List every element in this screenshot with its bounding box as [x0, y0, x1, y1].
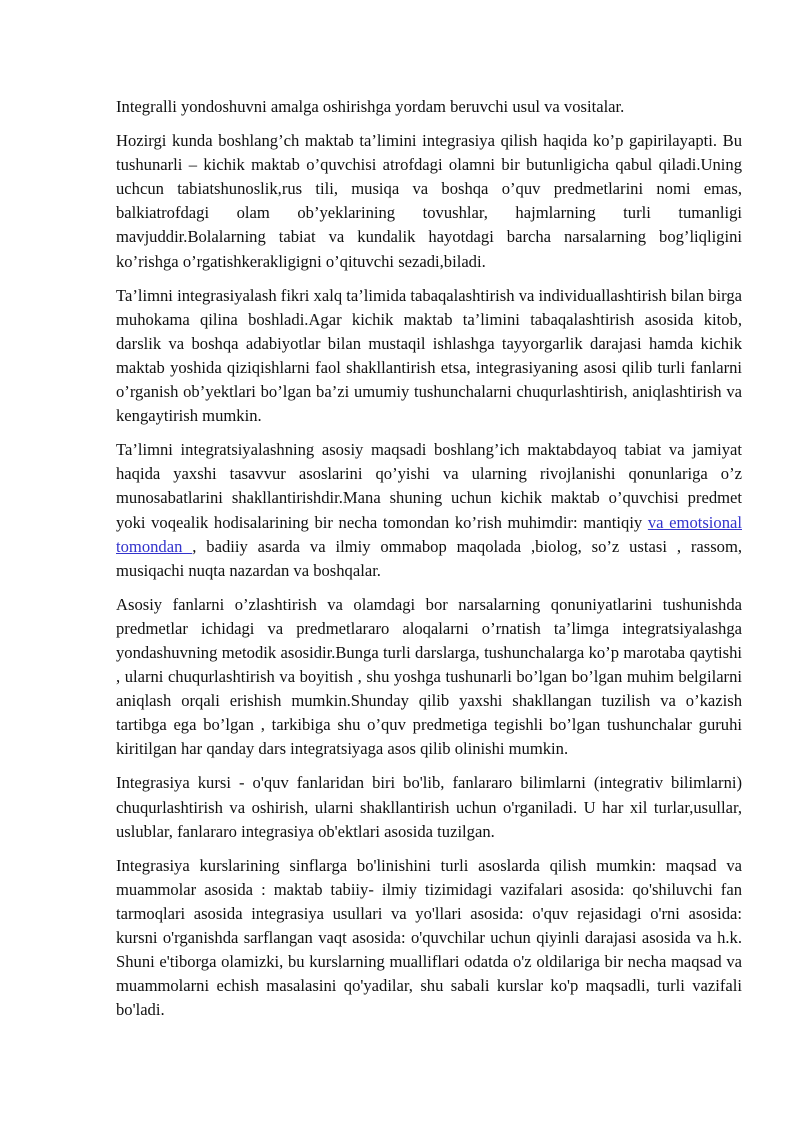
paragraph-3-text-start: Ta’limni integratsiyalashning asosiy maqsadi boshlang’ich maktabdayoq tabiat va jamiyat haqida yaxshi tasavvur asoslarini qo’yishi va ularning rivojlanishi qonunlariga o’z munosabatlarini shakllantirishdir.Mana shuning uchun kichik maktab o’quvchisi predmet yoki voqealik hodisalarining bir necha tomondan ko’rish muhimdir: mantiqiy — [116, 440, 742, 532]
paragraph-6: Integrasiya kurslarining sinflarga bo'linishini turli asoslarda qilish mumkin: maqsad va muammolar asosida : maktab tabiiy- ilmiy tizimidagi vazifalari asosida: qo'shiluvchi fan tarmoqlari asosida integrasiya usullari va yo'llari asosida: o'quv rejasidagi o'rni asosida: kursni o'rganishda sarflangan vaqt asosida: o'quvchilar uchun qiyinli darajasi asosida va h.k. Shuni e'tiborga olamizki, bu kurslarning mualliflari odatda o'z oldilariga bir necha maqsad va muammolarni echish masalasini qo'yadilar, shu sabali kurslar ko'p maqsadli, turli vazifali bo'ladi. — [116, 855, 742, 1020]
paragraph-4: Asosiy fanlarni o’zlashtirish va olamdagi bor narsalarning qonuniyatlarini tushunishda predmetlar ichidagi va predmetlararo aloqalarni o’rnatish ta’limga integratsiyalashga yondashuvning metodik asosidir.Bunga turli darslarga, tushunchalarga ko’p marotaba qaytishi , ularni chuqurlashtirish va boyitish , shu yoshga tushunarli bo’lgan bo’lgan muhim belgilarni aniqlash orqali erishish mumkin.Shunday qilib yaxshi shakllangan tuzilish va o’kazish tartibga ega bo’lgan , tarkibiga shu o’quv predmetiga tegishli bo’lgan tushunchalar guruhi kiritilgan har qanday dars integratsiyaga asos qilib olinishi mumkin. — [116, 594, 742, 759]
document-page — [116, 95, 742, 1032]
paragraph-2: Ta’limni integrasiyalash fikri xalq ta’limida tabaqalashtirish va individuallashtirish bilan birga muhokama qilina boshladi.Agar kichik maktab ta’limini tabaqalashtirish asosida kitob, darslik va boshqa adabiyotlar bilan mustaqil ishlashga tayyorgarlik darajasi hamda kichik maktab yoshida qiziqishlarni faol shakllantirish etsa, integrasiyaning asosi qilib turli fanlarni o’rganish ob’yektlari bo’lgan ba’zi umumiy tushunchalarni chuqurlashtirish, aniqlashtirish va kengaytirish mumkin. — [116, 285, 742, 426]
paragraph-5: Integrasiya kursi - o'quv fanlaridan biri bo'lib, fanlararo bilimlarni (integrativ bilimlarni) chuqurlashtirish va oshirish, ularni shakllantirish uchun o'rganiladi. U har xil turlar,usullar, uslublar, fanlararo integrasiya ob'ektlari asosida tuzilgan. — [116, 773, 742, 841]
emotional-side-link[interactable]: va emotsional tomondan — [116, 512, 742, 556]
document-heading: Integralli yondoshuvni amalga oshirishga yordam beruvchi usul va vositalar. — [116, 97, 625, 116]
paragraph-3-text-end: , badiiy asarda va ilmiy ommabop maqolada ,biolog, so’z ustasi , rassom, musiqachi nuqta nazardan va boshqalar. — [116, 536, 743, 580]
paragraph-3 — [116, 438, 742, 583]
paragraph-1: Hozirgi kunda boshlang’ch maktab ta’limini integrasiya qilish haqida ko’p gapirilayapti. Bu tushunarli – kichik maktab o’quvchisi atrofdagi olamni bir butunligicha qabul qiladi.Uning uchcun tabiatshunoslik,rus tili, musiqa va boshqa o’quv predmetlarini nomi emas, balkiatrofdagi olam ob’yeklarining tovushlar, hajmlarning turli tumanligi mavjuddir.Bolalarning tabiat va kundalik hayotdagi barcha narsalarning bog’liqligini ko’rishga o’rgatishkerakligigni o’qituvchi sezadi,biladi. — [116, 131, 742, 271]
